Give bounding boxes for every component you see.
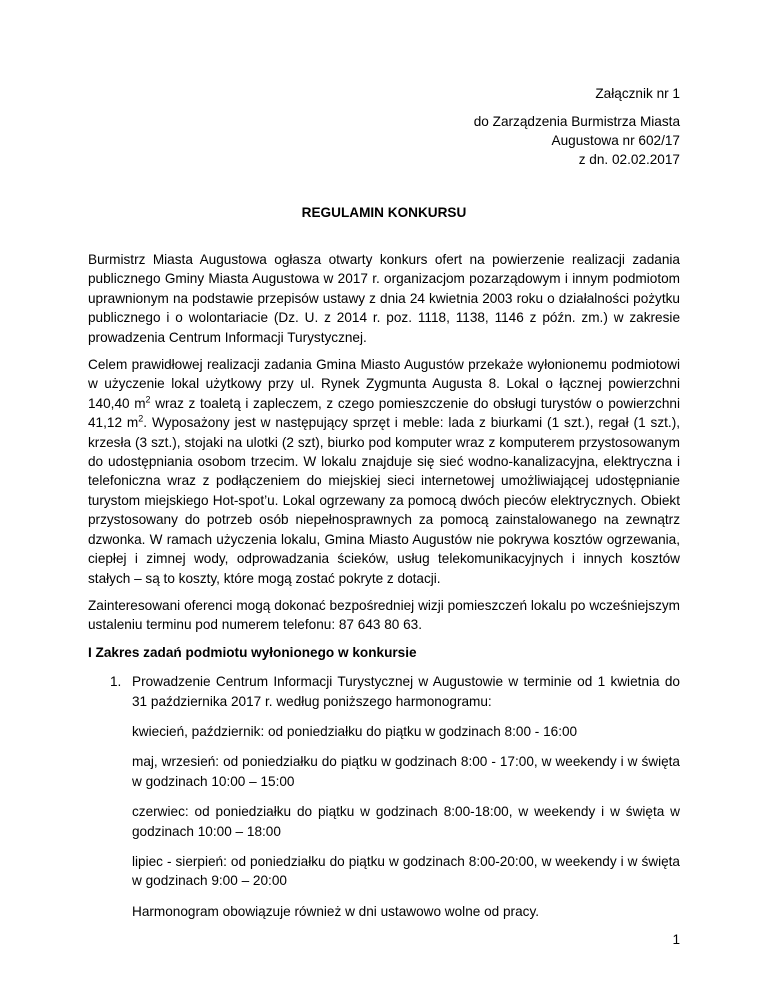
ordinance-line: do Zarządzenia Burmistrza Miasta [473,114,680,129]
page-number: 1 [672,932,680,947]
schedule-july-august: lipiec - sierpień: od poniedziałku do piątku w godzinach 8:00-20:00, w weekendy i w święta w godzinach 9:00 – 20:00 [132,853,680,889]
schedule-note: Harmonogram obowiązuje również w dni ustawowo wolne od pracy. [132,903,540,919]
document-body [88,250,680,932]
area-superscript-1: 2 [145,394,151,405]
attachment-header [474,84,680,169]
schedule-april-october: kwiecień, październik: od poniedziałku do piątku w godzinach 8:00 - 16:00 [132,723,578,739]
visit-paragraph: Zainteresowani oferenci mogą dokonać bezpośredniej wizji pomieszczeń lokalu po wcześniejszym ustaleniu terminu pod numerem telefonu: 87 643 80 63. [88,597,680,633]
ordinance-number: Augustowa nr 602/17 [551,133,680,148]
list-item-content [132,672,680,932]
goal-text-3: . Wyposażony jest w następujący sprzęt i meble: lada z biurkami (1 szt.), regał (1 szt.), krzesła (3 szt.), stojaki na ulotki (2 szt), biurko pod komputer wraz z komputerem przystosowanym do udostępniania osobom trzecim. W lokalu znajduje się sieć wodno-kanalizacyjna, elektryczna i telefoniczna wraz z podłączeniem do miejskiej sieci internetowej umożliwiającej udostępnianie turystom miejskiego Hot-spot’u. Lokal ogrzewany za pomocą dwóch pieców elektrycznych. Obiekt przystosowany do potrzeb osób niepełnosprawnych za pomocą zainstalowanego na zewnątrz dzwonka. W ramach użyczenia lokalu, Gmina Miasto Augustów nie pokrywa kosztów ogrzewania, ciepłej i zimnej wody, odprowadzania ścieków, usług telekomunikacyjnych i innych kosztów stałych – są to koszty, które mogą zostać pokryte z dotacji. [88,415,681,586]
list-item [88,672,680,932]
schedule-june: czerwiec: od poniedziałku do piątku w godzinach 8:00-18:00, w weekendy i w święta w godzinach 10:00 – 18:00 [132,804,680,839]
area-superscript-2: 2 [138,413,144,424]
schedule-may-september: maj, wrzesień: od poniedziałku do piątku w godzinach 8:00 - 17:00, w weekendy i w święta w godzinach 10:00 – 15:00 [132,754,680,789]
goal-text-1: Celem prawidłowej realizacji zadania Gmina Miasto Augustów przekaże wyłonionemu podmiotowi w użyczenie lokal użytkowy przy ul. Rynek Zygmunta Augusta 8. Lokal o łącznej powierzchni 140,40 m [88,357,680,411]
goal-paragraph [88,355,680,588]
list-item-number: 1. [110,674,122,690]
section-heading: I Zakres zadań podmiotu wyłonionego w konkursie [88,644,417,660]
goal-text-2: wraz z toaletą i zapleczem, z czego pomieszczenie do obsługi turystów o powierzchni 41,12 m [88,395,680,431]
ordinance-date: z dn. 02.02.2017 [578,152,680,167]
list-item-text: Prowadzenie Centrum Informacji Turystycznej w Augustowie w terminie od 1 kwietnia do 31 października 2017 r. według poniższego harmonogramu: [132,674,680,709]
document-title: REGULAMIN KONKURSU [301,205,467,220]
intro-paragraph: Burmistrz Miasta Augustowa ogłasza otwarty konkurs ofert na powierzenie realizacji zadania publicznego Gminy Miasta Augustowa w 2017 r. organizacjom pozarządowym i innym podmiotom uprawnionym na podstawie przepisów ustawy z dnia 24 kwietnia 2003 roku o działalności pożytku publicznego i o wolontariacie (Dz. U. z 2014 r. poz. 1118, 1138, 1146 z późn. zm.) w zakresie prowadzenia Centrum Informacji Turystycznej. [88,252,680,345]
attachment-number: Załącznik nr 1 [595,86,680,101]
